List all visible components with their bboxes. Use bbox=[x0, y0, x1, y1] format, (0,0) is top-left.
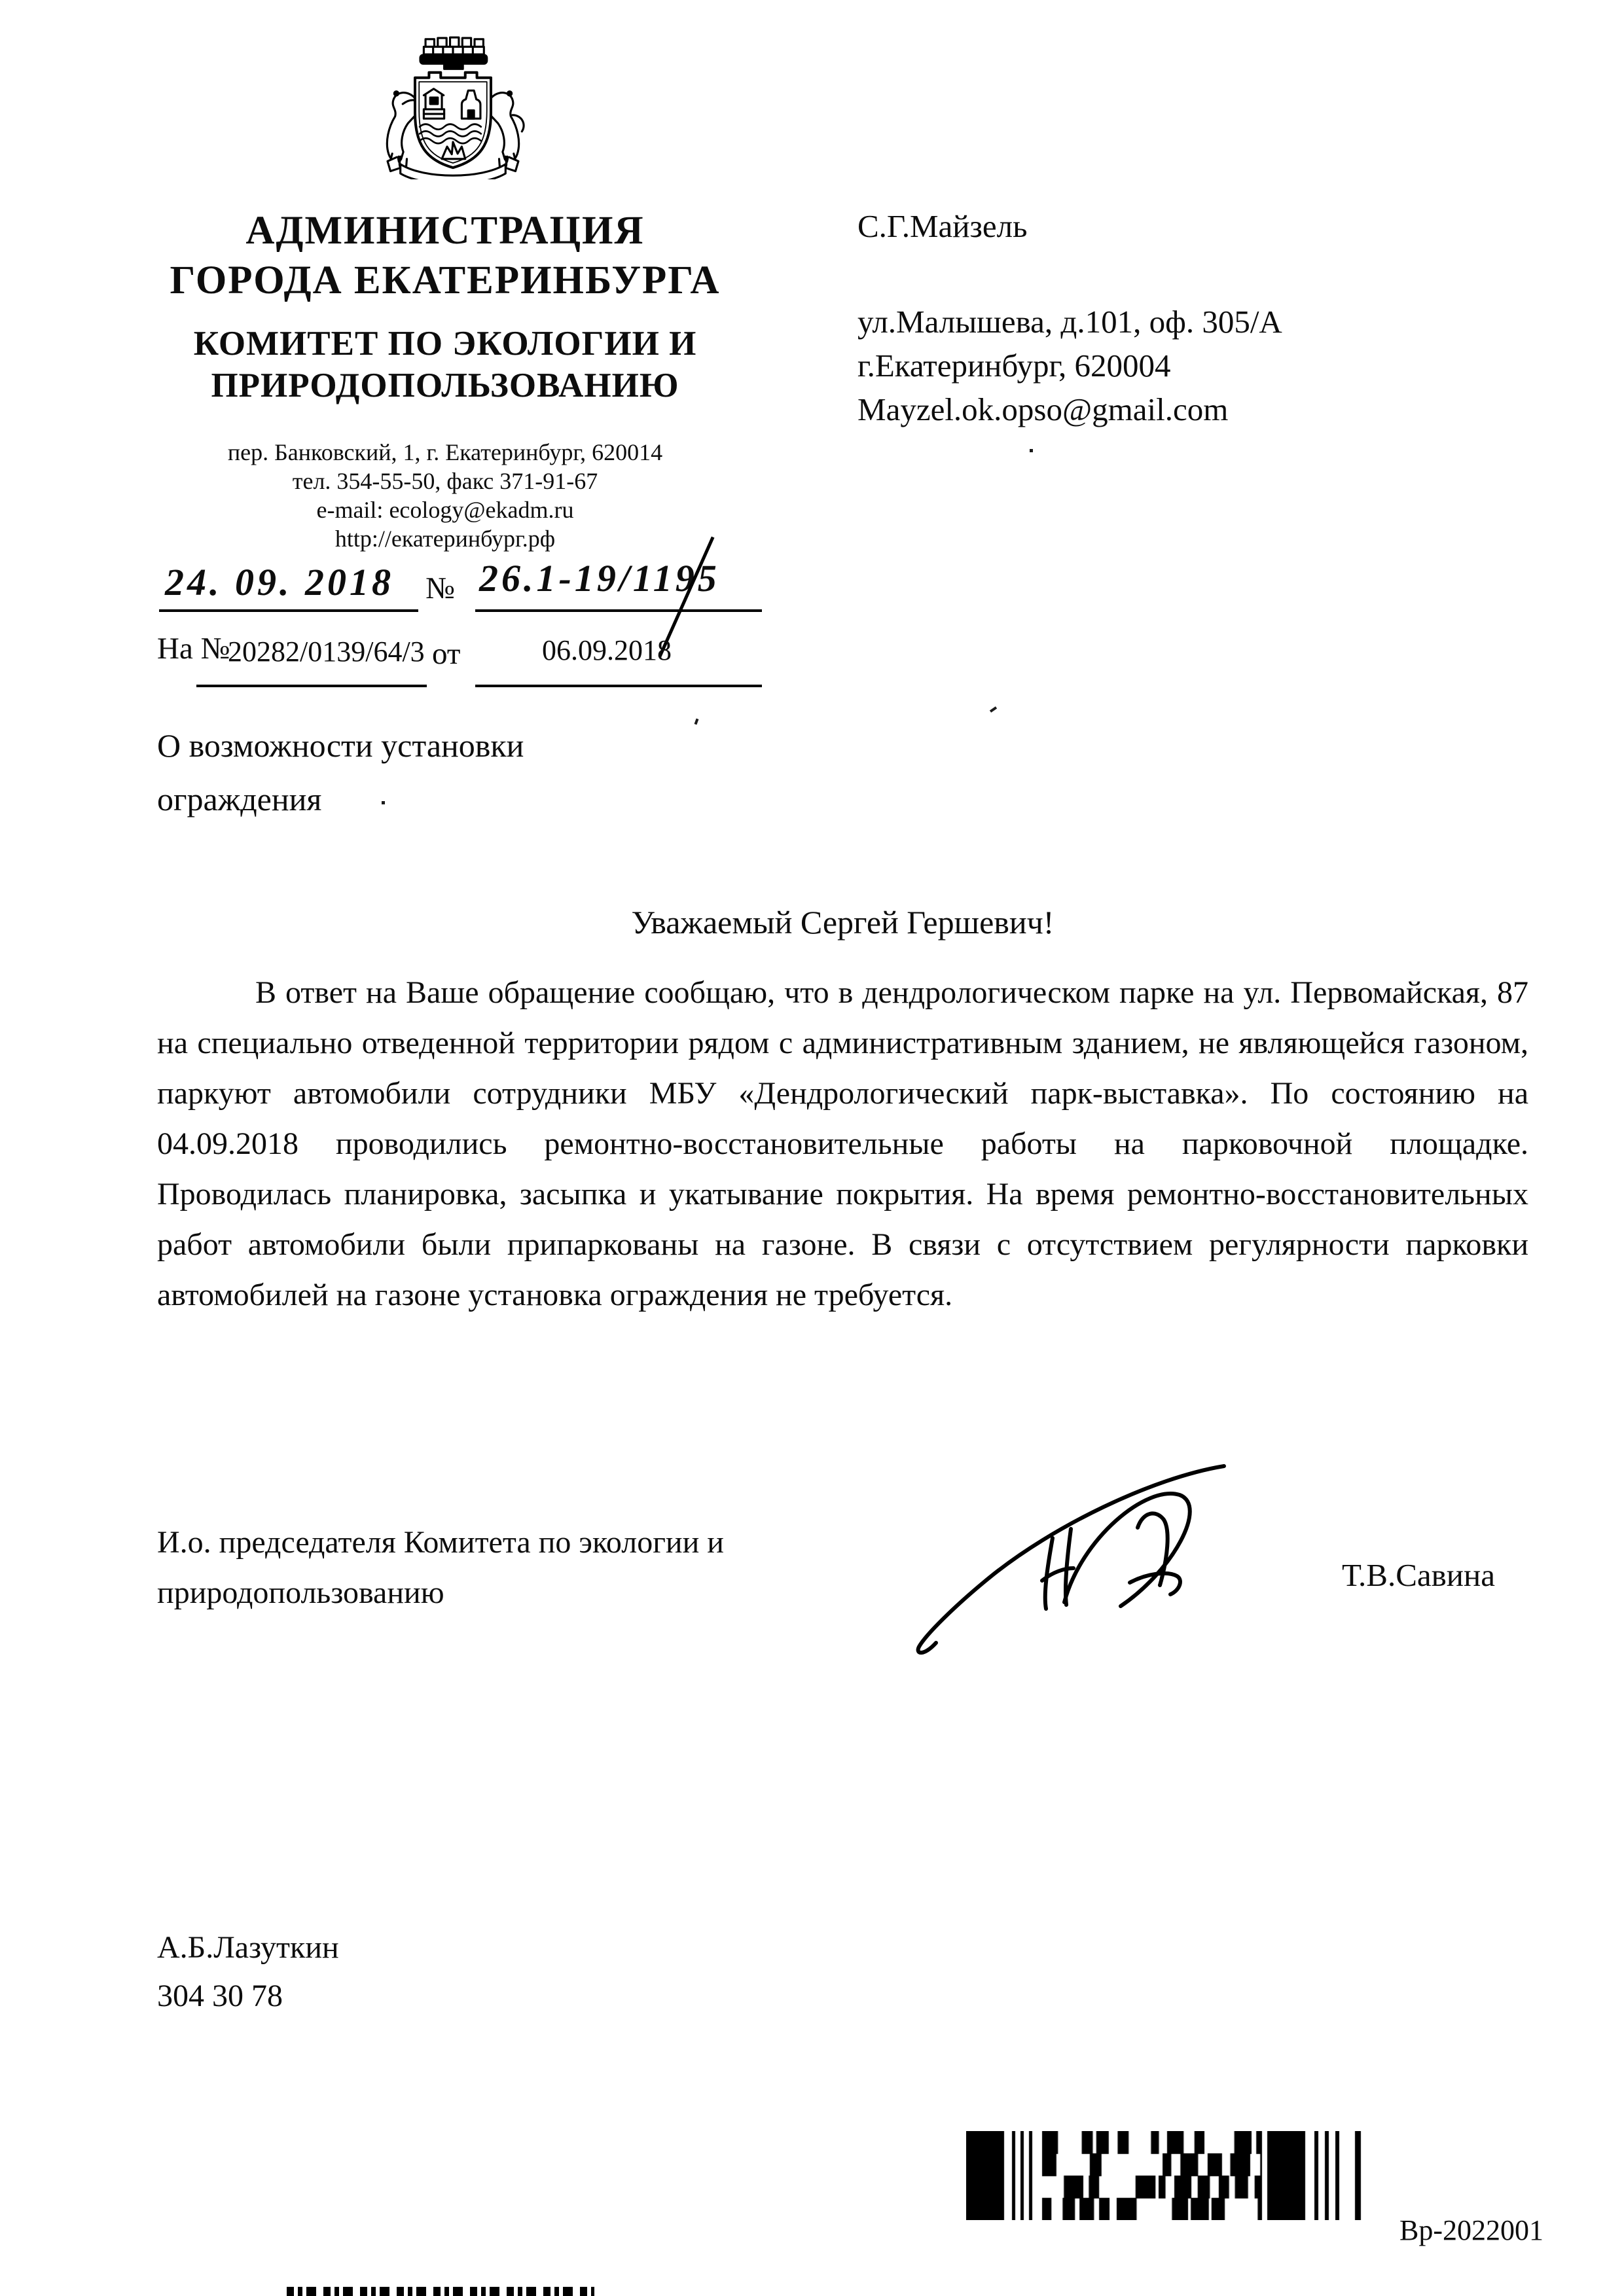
reply-to-label: На № bbox=[157, 632, 230, 666]
salutation: Уважаемый Сергей Гершевич! bbox=[631, 904, 1055, 941]
org-name-line1: АДМИНИСТРАЦИЯ bbox=[245, 209, 645, 253]
recipient-address-line1: ул.Малышева, д.101, оф. 305/А bbox=[857, 304, 1282, 340]
recipient-address-line2: г.Екатеринбург, 620004 bbox=[857, 348, 1171, 384]
org-name-line2: ГОРОДА ЕКАТЕРИНБУРГА bbox=[170, 259, 721, 302]
letter-body: В ответ на Ваше обращение сообщаю, что в дендрологическом парке на ул. Первомайская, 87 на специально отведенной территории рядом с административным зданием, не являющейся газоном, паркуют автомобили сотрудники МБУ «Дендрологический парк-выставка». По состоянию на 04.09.2018 проводились ремонтно-восстановительные работы на парковочной площадке. Проводилась планировка, засыпка и укатывание покрытия. На время ремонтно-восстановительных работ автомобили были припаркованы на газоне. В связи с отсутствием регулярности парковки автомобилей на газоне установка ограждения не требуется. bbox=[157, 975, 1528, 1312]
committee-line1: КОМИТЕТ ПО ЭКОЛОГИИ И bbox=[193, 325, 697, 363]
barcode-label: Вр-2022001 bbox=[1399, 2214, 1543, 2246]
incoming-date-underline bbox=[475, 685, 762, 687]
letterhead-website: http://екатеринбург.рф bbox=[334, 526, 556, 552]
outgoing-date-handwritten: 24. 09. 2018 bbox=[165, 561, 394, 603]
incoming-number: 20282/0139/64/3 bbox=[228, 636, 425, 668]
page-bottom-clipped-text bbox=[287, 2287, 594, 2296]
letterhead-phone-fax: тел. 354-55-50, факс 371-91-67 bbox=[292, 468, 598, 494]
scan-speck bbox=[990, 706, 997, 713]
recipient-block bbox=[857, 208, 1512, 431]
incoming-number-underline bbox=[196, 685, 427, 687]
scan-speck bbox=[1030, 449, 1033, 452]
executor-name: А.Б.Лазуткин bbox=[157, 1930, 339, 1965]
recipient-name: С.Г.Майзель bbox=[857, 208, 1028, 244]
signature-autograph bbox=[877, 1446, 1270, 1662]
scan-speck bbox=[695, 719, 699, 725]
date-underline bbox=[159, 609, 418, 612]
barcode bbox=[966, 2131, 1398, 2220]
incoming-date: 06.09.2018 bbox=[542, 634, 672, 666]
outgoing-number-handwritten: 26.1-19/1195 bbox=[479, 557, 720, 600]
subject-line: О возможности установки ограждения bbox=[157, 727, 524, 817]
letterhead-address: пер. Банковский, 1, г. Екатеринбург, 620014 bbox=[227, 439, 663, 465]
committee-line2: ПРИРОДОПОЛЬЗОВАНИЮ bbox=[211, 367, 679, 404]
number-sign-label: № bbox=[425, 571, 455, 605]
signer-position: И.о. председателя Комитета по экологии и природопользованию bbox=[157, 1525, 724, 1610]
recipient-email: Mayzel.ok.opso@gmail.com bbox=[857, 391, 1229, 427]
number-underline bbox=[475, 609, 762, 612]
letterhead-block bbox=[147, 206, 743, 553]
from-label: от bbox=[432, 637, 461, 671]
executor-phone: 304 30 78 bbox=[157, 1979, 283, 2013]
yekaterinburg-coat-of-arms bbox=[365, 27, 541, 179]
signer-name: Т.В.Савина bbox=[1342, 1557, 1495, 1593]
letterhead-email: e-mail: ecology@ekadm.ru bbox=[316, 497, 574, 523]
